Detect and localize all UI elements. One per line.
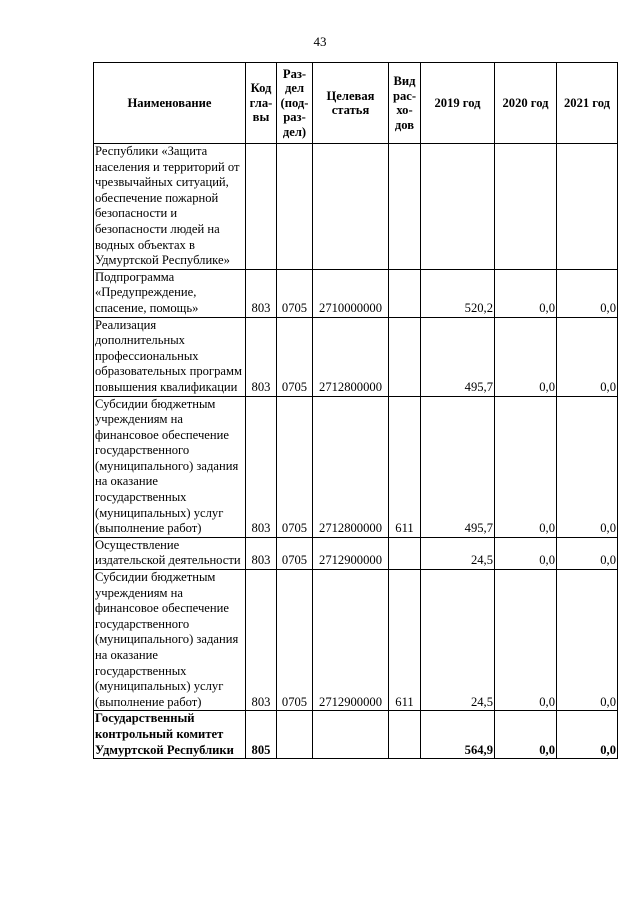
cell-2019: 564,9 [421, 711, 495, 759]
cell-2020: 0,0 [495, 570, 557, 711]
cell-2020: 0,0 [495, 269, 557, 317]
cell-chapter: 803 [246, 537, 277, 569]
cell-name: Осуществление издательской деятельности [94, 537, 246, 569]
cell-article: 2712900000 [313, 570, 389, 711]
cell-expense [389, 144, 421, 270]
cell-2019: 520,2 [421, 269, 495, 317]
cell-chapter: 803 [246, 570, 277, 711]
header-name: Наименование [94, 63, 246, 144]
cell-2019 [421, 144, 495, 270]
cell-2020: 0,0 [495, 396, 557, 537]
cell-name: Республики «Защита населения и территорий от чрезвычайных ситуаций, обеспечение пожарной безопасности и безопасности людей на водных объектах в Удмуртской Республике» [94, 144, 246, 270]
budget-table [93, 62, 618, 759]
header-expense: Вид рас- хо- дов [389, 63, 421, 144]
cell-expense: 611 [389, 570, 421, 711]
cell-name: Подпрограмма «Предупреждение, спасение, помощь» [94, 269, 246, 317]
cell-expense: 611 [389, 396, 421, 537]
cell-name: Субсидии бюджетным учреждениям на финансовое обеспечение государственного (муниципального) задания на оказание государственных (муниципальных) услуг (выполнение работ) [94, 570, 246, 711]
cell-chapter: 803 [246, 317, 277, 396]
header-article: Целевая статья [313, 63, 389, 144]
cell-article [313, 144, 389, 270]
cell-2019: 24,5 [421, 537, 495, 569]
cell-2021: 0,0 [557, 396, 618, 537]
table-row [94, 537, 618, 569]
cell-expense [389, 269, 421, 317]
page-number: 43 [313, 34, 327, 49]
cell-2019: 24,5 [421, 570, 495, 711]
cell-section: 0705 [277, 537, 313, 569]
cell-2021: 0,0 [557, 537, 618, 569]
header-section: Раз- дел (под- раз- дел) [277, 63, 313, 144]
table-row [94, 317, 618, 396]
cell-section [277, 711, 313, 759]
cell-section [277, 144, 313, 270]
cell-expense [389, 317, 421, 396]
cell-article: 2712800000 [313, 317, 389, 396]
cell-2021: 0,0 [557, 269, 618, 317]
cell-2019: 495,7 [421, 317, 495, 396]
cell-chapter: 803 [246, 396, 277, 537]
header-2019: 2019 год [421, 63, 495, 144]
table-row [94, 570, 618, 711]
cell-name: Государственный контрольный комитет Удмуртской Республики [94, 711, 246, 759]
table-row [94, 269, 618, 317]
cell-2021: 0,0 [557, 317, 618, 396]
cell-2021 [557, 144, 618, 270]
header-chapter: Код гла- вы [246, 63, 277, 144]
cell-section: 0705 [277, 570, 313, 711]
table-row [94, 144, 618, 270]
cell-2020: 0,0 [495, 711, 557, 759]
cell-chapter [246, 144, 277, 270]
cell-2021: 0,0 [557, 570, 618, 711]
cell-chapter: 803 [246, 269, 277, 317]
header-2021: 2021 год [557, 63, 618, 144]
cell-article: 2710000000 [313, 269, 389, 317]
cell-name: Субсидии бюджетным учреждениям на финансовое обеспечение государственного (муниципального) задания на оказание государственных (муниципальных) услуг (выполнение работ) [94, 396, 246, 537]
cell-section: 0705 [277, 317, 313, 396]
header-2020: 2020 год [495, 63, 557, 144]
cell-expense [389, 711, 421, 759]
cell-section: 0705 [277, 269, 313, 317]
table-row [94, 396, 618, 537]
cell-2021: 0,0 [557, 711, 618, 759]
cell-2019: 495,7 [421, 396, 495, 537]
cell-section: 0705 [277, 396, 313, 537]
cell-2020: 0,0 [495, 317, 557, 396]
cell-2020 [495, 144, 557, 270]
table-row [94, 711, 618, 759]
table-header-row [94, 63, 618, 144]
cell-expense [389, 537, 421, 569]
cell-article [313, 711, 389, 759]
cell-article: 2712900000 [313, 537, 389, 569]
cell-2020: 0,0 [495, 537, 557, 569]
cell-name: Реализация дополнительных профессиональных образовательных программ повышения квалификации [94, 317, 246, 396]
cell-article: 2712800000 [313, 396, 389, 537]
cell-chapter: 805 [246, 711, 277, 759]
